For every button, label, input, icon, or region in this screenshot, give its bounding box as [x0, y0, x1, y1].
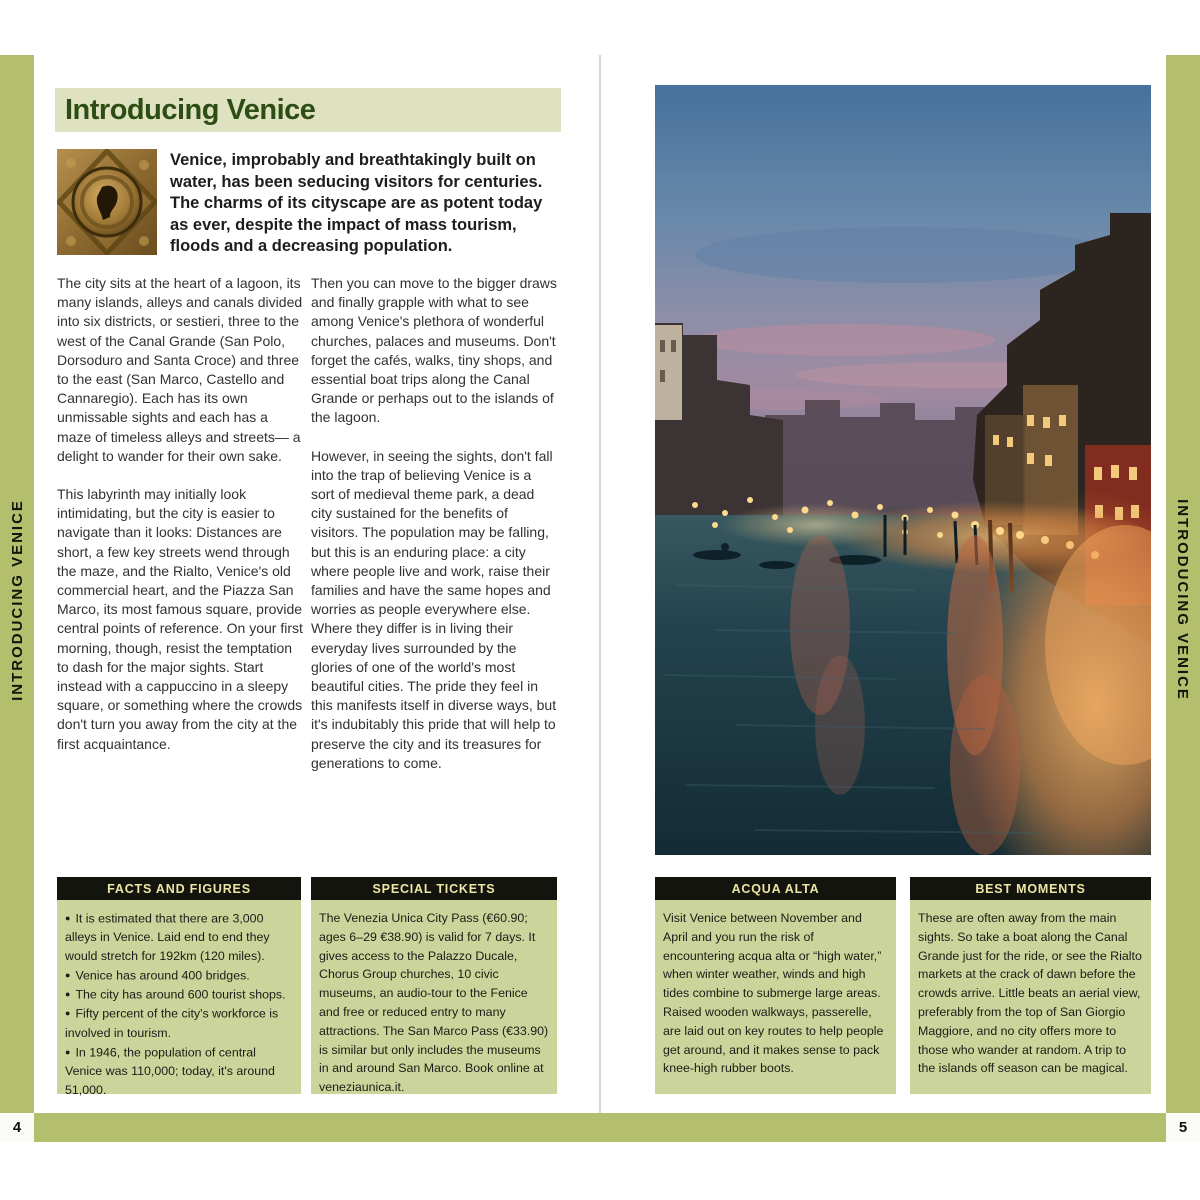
best-moments-box-text: These are often away from the main sights. So take a boat along the Canal Grande just for the ride, or see the Rialto markets at the crack of dawn before the crowds arrive. Little beats an aerial view, preferably from the top of San Giorgio Maggiore, and no city offers more to those who wander at random. A trip to the islands off season can be magical.: [918, 911, 1142, 1076]
facts-and-figures-box: [57, 877, 301, 1097]
acqua-alta-box-text: Visit Venice between November and April and you run the risk of encountering acqua alta or “high water,” when winter weather, winds and high tides combine to submerge large areas. Raised wooden walkways, passerelle, are laid out on key routes to help people get around, and it makes sense to pack knee-high rubber boots.: [663, 911, 884, 1076]
page-spine-divider: [599, 55, 601, 1113]
body-paragraph: However, in seeing the sights, don't fall into the trap of believing Venice is a sort of medieval theme park, a dead city sustained for the benefits of visitors. The population may be falling, but this is an enduring place: a city where people live and work, raise their families and have the same hopes and worries as people everywhere else. Where they differ is in living their everyday lives surrounded by the glories of one of the world's most beautiful cities. The pride they feel in this manifests itself in diverse ways, but it's indubitably this pride that will help to preserve the city and its treasures for generations to come.: [311, 447, 557, 771]
special-tickets-box: [311, 877, 557, 1094]
fact-item: ● Fifty percent of the city's workforce is involved in tourism.: [65, 1004, 293, 1042]
acqua-alta-box-title: ACQUA ALTA: [655, 877, 896, 900]
page-number-right: 5: [1166, 1113, 1200, 1142]
body-paragraph: Then you can move to the bigger draws and finally grapple with what to see among Venice's plethora of wonderful churches, palaces and museums. Don't forget the cafés, walks, tiny shops, and essential boat trips along the Canal Grande or perhaps out to the islands of the lagoon.: [311, 275, 557, 426]
left-margin-tab: INTRODUCING VENICE: [8, 499, 26, 701]
best-moments-box-title: BEST MOMENTS: [910, 877, 1151, 900]
mosaic-icon: [57, 149, 157, 255]
page-title: Introducing Venice: [65, 93, 316, 126]
chapter-header-bar: [55, 88, 561, 132]
body-column-1: [57, 274, 304, 773]
right-margin-tab: INTRODUCING VENICE: [1174, 499, 1192, 701]
tickets-box-text: The Venezia Unica City Pass (€60.90; ages 6–29 €38.90) is valid for 7 days. It gives access to the Palazzo Ducale, Chorus Group churches, 10 civic museums, an audio-tour to the Fenice and free or reduced entry to many attractions. The San Marco Pass (€33.90) is similar but only includes the museums in and around San Marco. Book online at veneziaunica.it.: [319, 911, 549, 1095]
body-paragraph: This labyrinth may initially look intimidating, but the city is easier to navigate than it looks: Distances are short, a few key streets wend through the maze, and the Rialto, Venice's old commercial heart, and the Piazza San Marco, its most famous square, provide central points of reference. On your first morning, though, resist the temptation to dash for the major sights. Start instead with a cappuccino in a sleepy square, or something where the crowds don't turn you away from the city at the first acquaintance.: [57, 486, 303, 752]
facts-box-body: [57, 900, 301, 1099]
fact-item: ● It is estimated that there are 3,000 alleys in Venice. Laid end to end they would stretch for 192km (120 miles).: [65, 909, 293, 966]
fact-item: ● In 1946, the population of central Venice was 110,000; today, it's around 51,000.: [65, 1043, 293, 1100]
tickets-box-title: SPECIAL TICKETS: [311, 877, 557, 900]
facts-box-title: FACTS AND FIGURES: [57, 877, 301, 900]
page-number-left: 4: [0, 1113, 34, 1142]
intro-paragraph: Venice, improbably and breathtakingly built on water, has been seducing visitors for centuries. The charms of its cityscape are as potent today as ever, despite the impact of mass tourism, floods and a decreasing population.: [170, 151, 543, 255]
body-column-2: [311, 274, 558, 792]
fact-item: ● Venice has around 400 bridges.: [65, 966, 293, 985]
gold-mosaic-lion-thumbnail: [57, 149, 157, 255]
best-moments-box: [910, 877, 1151, 1094]
canal-photo-illustration: [655, 85, 1151, 855]
acqua-alta-box: [655, 877, 896, 1094]
grand-canal-dusk-photo: [655, 85, 1151, 855]
fact-item: ● The city has around 600 tourist shops.: [65, 985, 293, 1004]
bottom-bar: [34, 1113, 1166, 1142]
body-paragraph: The city sits at the heart of a lagoon, its many islands, alleys and canals divided into six districts, or sestieri, three to the west of the Canal Grande (San Polo, Dorsoduro and Santa Croce) and three to the east (San Marco, Castello and Cannaregio). Each has its own unmissable sights and each has a maze of timeless alleys and streets— a delight to wander for their own sake.: [57, 275, 303, 464]
